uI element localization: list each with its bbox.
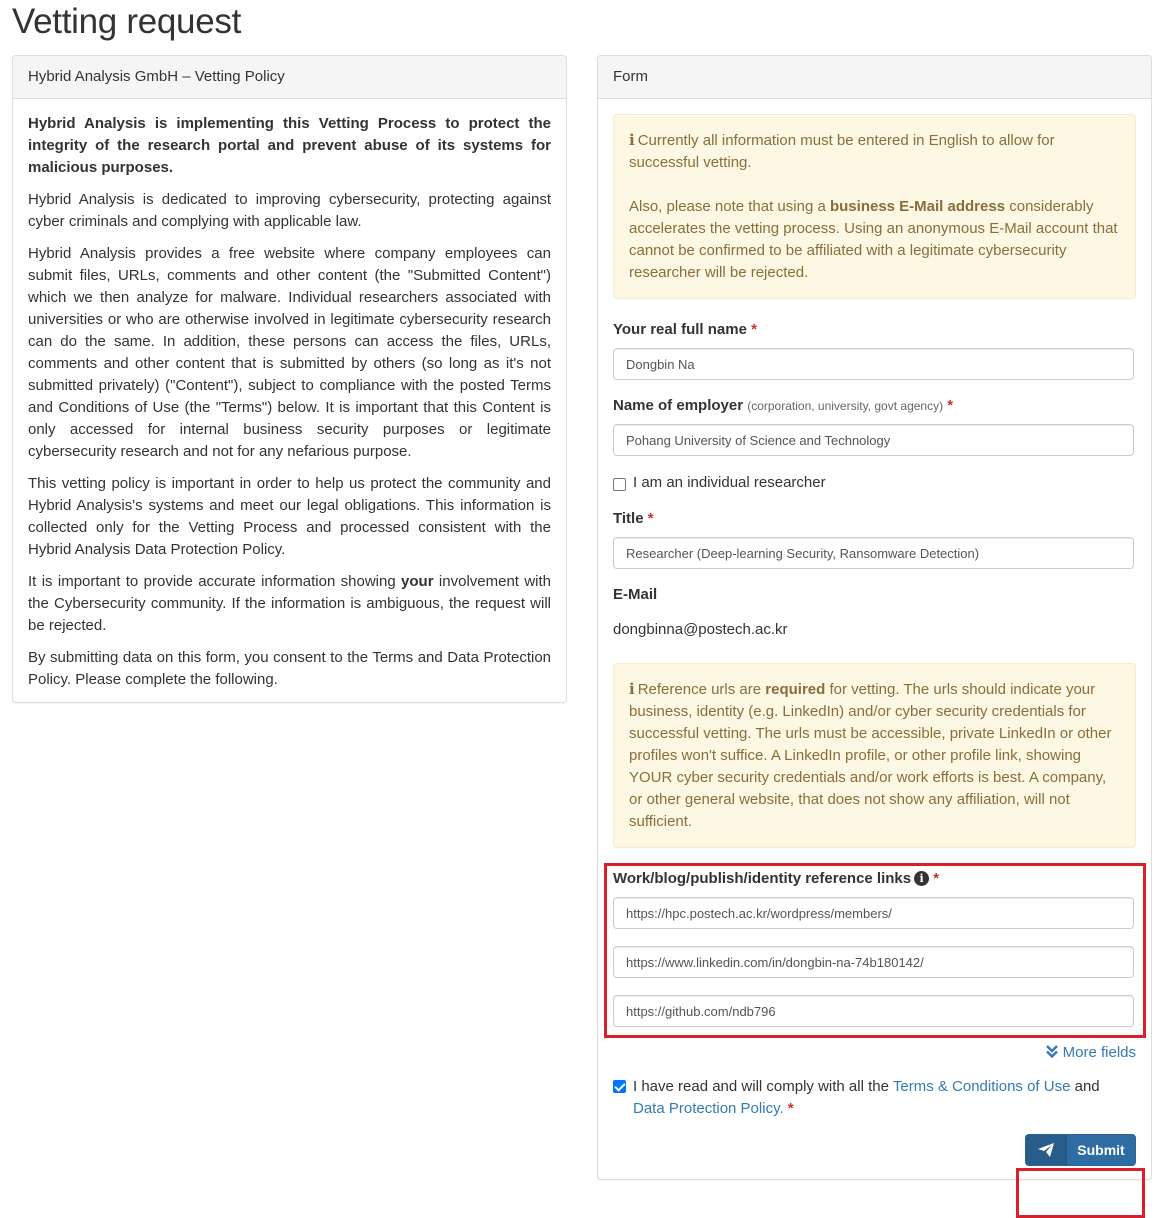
employer-input[interactable] [613,424,1134,456]
individual-researcher-checkbox[interactable] [613,478,626,491]
submit-highlight [1016,1168,1145,1218]
policy-paragraph-5: By submitting data on this form, you consent to the Terms and Data Protection Policy. Please complete the following. [28,649,551,688]
required-mark: * [751,321,757,338]
full-name-input[interactable] [613,348,1134,380]
submit-button[interactable] [1025,1134,1136,1166]
reference-urls-alert: i Reference urls are required for vetting. The urls should indicate your business, identity (e.g. LinkedIn) and/or cyber security credentials for successful vetting. The urls must be accessible, private LinkedIn or other profiles won't suffice. A LinkedIn profile, or other profile link, showing YOUR cyber security credentials and/or work efforts is best. A company, or other general website, that does not show any affiliation, will not sufficient. [613,663,1136,848]
form-panel [597,55,1152,1180]
required-mark: * [787,1100,794,1117]
policy-paragraph-1: Hybrid Analysis is dedicated to improving cybersecurity, protecting against cyber criminals and complying with applicable law. [28,191,551,230]
required-mark: * [933,870,940,887]
english-info-alert: i Currently all information must be entered in English to allow for successful vetting. Also, please note that using a business E-Mail address considerably accelerates the vetting process. Using an anonymous E-Mail account that cannot be confirmed to be affiliated with a legitimate cybersecurity researcher will be rejected. [613,114,1136,299]
more-fields-link[interactable]: More fields [1046,1044,1136,1061]
individual-researcher-row[interactable] [613,474,826,491]
reference-link-input-2[interactable] [613,946,1134,978]
title-input[interactable] [613,537,1134,569]
full-name-label: Your real full name * [613,321,757,338]
email-value: dongbinna@postech.ac.kr [613,621,788,638]
consent-text: I have read and will comply with all the Terms & Conditions of Use and Data Protection Policy. * [633,1078,1100,1117]
reference-link-input-1[interactable] [613,897,1134,929]
policy-paragraph-3: This vetting policy is important in order to help us protect the community and Hybrid Analysis's systems and meet our legal obligations. This information is collected only for the Vetting Process and processed consistent with the Hybrid Analysis Data Protection Policy. [28,475,551,558]
reference-link-input-3[interactable] [613,995,1134,1027]
policy-heading: Hybrid Analysis GmbH – Vetting Policy [13,56,566,99]
policy-body [13,99,566,691]
info-icon: i [629,131,635,149]
terms-link[interactable]: Terms & Conditions of Use [892,1078,1071,1095]
info-circle-icon[interactable]: i [914,871,929,886]
email-label: E-Mail [613,586,658,603]
consent-row[interactable] [613,1076,1128,1120]
consent-checkbox[interactable] [613,1080,626,1093]
form-heading: Form [598,56,1151,99]
policy-paragraph-4: It is important to provide accurate information showing your involvement with the Cybersecurity community. If the information is ambiguous, the request will be rejected. [28,573,551,634]
title-label: Title * [613,510,654,527]
submit-label: Submit [1077,1142,1125,1158]
policy-lead: Hybrid Analysis is implementing this Vetting Process to protect the integrity of the research portal and prevent abuse of its systems for malicious purposes. [28,115,551,176]
required-mark: * [647,510,654,527]
info-icon: i [629,680,635,698]
double-chevron-down-icon [1046,1045,1058,1058]
individual-researcher-label: I am an individual researcher [633,474,826,491]
required-mark: * [947,397,954,414]
employer-label: Name of employer (corporation, university, govt agency) * [613,397,954,414]
employer-hint: (corporation, university, govt agency) [747,399,944,413]
reference-links-label: Work/blog/publish/identity reference links i * [613,870,940,887]
page-title: Vetting request [12,2,241,41]
paper-plane-icon [1026,1135,1067,1165]
data-protection-link[interactable]: Data Protection Policy. [633,1100,784,1117]
policy-paragraph-2: Hybrid Analysis provides a free website where company employees can submit files, URLs, comments and other content (the "Submitted Content") which we then analyze for malware. Individual researchers associated with universities or who are otherwise involved in legitimate cybersecurity research can do the same. In addition, these persons can access the files, URLs, comments and other content that is submitted by others (so long as it's not submitted privately) ("Content"), subject to compliance with the posted Terms and Conditions of Use (the "Terms") below. It is important that this Content is only accessed for internal business security purposes or legitimate cybersecurity research and not for any nefarious purpose. [28,245,551,460]
vetting-policy-panel [12,55,567,703]
